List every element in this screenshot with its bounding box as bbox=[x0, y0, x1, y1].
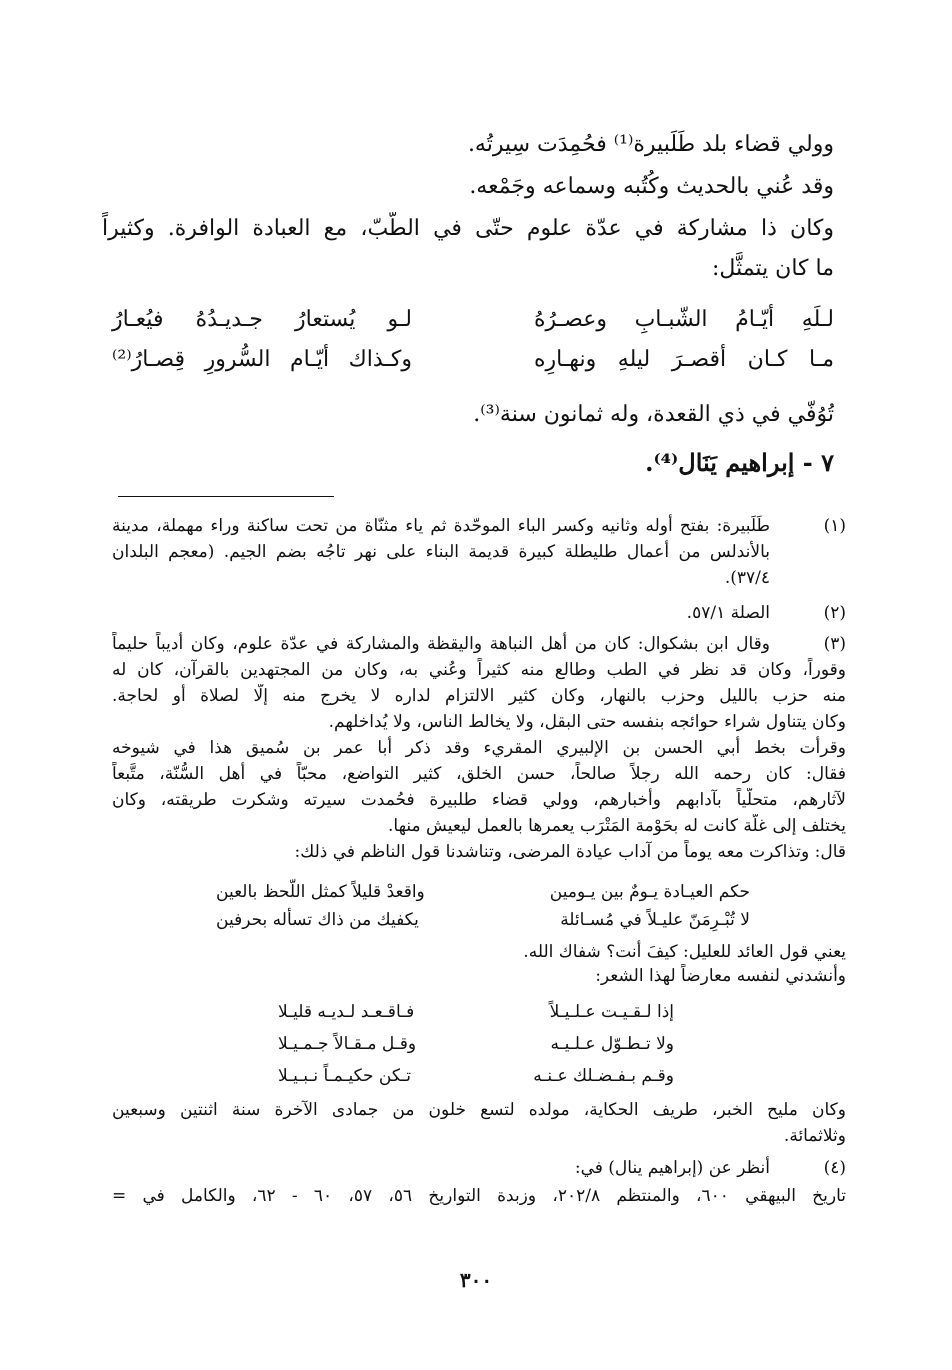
footnote-number: (٤) bbox=[823, 1158, 846, 1178]
body-line: ما كان يتمثَّل: bbox=[712, 256, 834, 281]
death-note: تُوُفّي في ذي القعدة، وله ثمانون سنة⁽³⁾. bbox=[473, 402, 834, 427]
footnote-verse-second: تـكن حكيـمـاً نـبـيـلا bbox=[278, 1066, 411, 1086]
footnote-verse-first: ولا تـطـوّل عـلـيـه bbox=[550, 1034, 674, 1054]
verse-hemistich-second: لـو يُستعارُ جـديـدُهُ فيُعـارُ bbox=[112, 307, 412, 332]
footnote-number: (١) bbox=[823, 516, 846, 536]
footnote-line: تاريخ البيهقي ٦٠٠، والمنتظم ٢٠٢/٨، وزبدة التواريخ ٥٦، ٥٧، ٦٠ - ٦٢، والكامل في = bbox=[112, 1186, 846, 1206]
footnote-line: طَلَبيرة: بفتح أوله وثانيه وكسر الباء الموحّدة ثم ياء مثنّاة من تحت ساكنة وراء مهملة، مدينة bbox=[112, 516, 770, 536]
footnote-line: الصلة ٥٧/١. bbox=[686, 603, 770, 623]
footnote-line: وثلاثمائة. bbox=[783, 1126, 846, 1146]
footnote-number: (٢) bbox=[823, 603, 846, 623]
body-line: وولي قضاء بلد طَلَبيرة⁽¹⁾ فحُمِدَت سِيرتُه. bbox=[467, 132, 834, 157]
page-number: ٣٠٠ bbox=[459, 1268, 493, 1292]
verse-hemistich-first: لـلَهِ أيّـامُ الشّبـابِ وعصـرُهُ bbox=[534, 307, 834, 332]
footnote-line: أنظر عن (إبراهيم ينال) في: bbox=[574, 1158, 770, 1178]
footnote-line: منه حزب بالليل وحزب بالنهار، وكان كثير الالتزام لداره لا يخرج منه إلّا لصلاة أو لحاجة. bbox=[112, 686, 846, 706]
footnote-line: وقرأت بخط أبي الحسن بن الإلبيري المقريء وقد ذكر أبا عمر بن سُميق هذا في شيوخه bbox=[112, 738, 846, 758]
footnote-verse-second: فـاقـعـد لـديـه قليـلا bbox=[278, 1002, 415, 1022]
footnote-verse-second: واقعدْ قليلاً كمثل اللّحظ بالعين bbox=[216, 882, 425, 902]
poem-verse bbox=[112, 302, 834, 338]
footnote-separator bbox=[118, 496, 334, 497]
footnote-line: وأنشدني لنفسه معارضاً لهذا الشعر: bbox=[595, 966, 846, 986]
footnote-line: وكان مليح الخبر، طريف الحكاية، مولده لتسع خلون من جمادى الآخرة سنة اثنتين وسبعين bbox=[112, 1100, 846, 1120]
body-line: وكان ذا مشاركة في عدّة علوم حتّى في الطّبّ، مع العبادة الوافرة. وكثيراً bbox=[102, 216, 834, 241]
entry-heading: ٧ - إبراهيم يَنَال⁽⁴⁾. bbox=[645, 448, 834, 477]
footnote-line: يختلف إلى غلّة كانت له بحَوْمة المَتْرَب يعمرها بالعمل ليعيش منها. bbox=[388, 816, 846, 836]
footnote-verse-first: لا تُبْـرِمَنّ عليـلاً في مُسـائلة bbox=[560, 910, 750, 930]
footnote-line: وكان يتناول شراء حوائجه بنفسه حتى البقل، ولا يخالط الناس، ولا يُداخلهم. bbox=[328, 712, 846, 732]
footnote-line: وقال ابن بشكوال: كان من أهل النباهة واليقظة والمشاركة في عدّة علوم، وكان أديباً حليماً bbox=[112, 634, 770, 654]
footnote-number: (٣) bbox=[823, 634, 846, 654]
footnote-line: يعني قول العائد للعليل: كيفَ أنت؟ شفاك الله. bbox=[523, 942, 846, 962]
footnote-line: لآثارهم، متحلّياً بآدابهم وأخبارهم، وولي قضاء طلبيرة فحُمدت سيرته وشكرت طريقته، وكان bbox=[112, 790, 846, 810]
poem-verse bbox=[112, 342, 834, 378]
footnote-line: وقوراً، وكان قد نظر في الطب وطالع منه كثيراً وعُني به، وكان من المجتهدين بالقرآن، كان له bbox=[112, 660, 846, 680]
footnote-verse-first: وقـم بـفـضـلك عـنـه bbox=[533, 1066, 674, 1086]
footnote-line: فقال: كان رحمه الله رجلاً صالحاً، حسن الخلق، كثير التواضع، محبّاً في أهل السُّنّة، متَّبعاً bbox=[112, 764, 846, 784]
footnote-line: بالأندلس من أعمال طليطلة كبيرة قديمة البناء على نهر تاجُه بضم الجيم. (معجم البلدان bbox=[112, 542, 770, 562]
footnote-line: قال: وتذاكرت معه يوماً من آداب عيادة المرضى، وتناشدنا قول الناظم في ذلك: bbox=[294, 842, 846, 862]
footnote-verse-first: حكم العيـادة يـومٌ بين يـومين bbox=[549, 882, 750, 902]
body-line: وقد عُني بالحديث وكُتُبه وسماعه وجَمْعه. bbox=[469, 174, 834, 199]
footnote-verse-first: إذا لـقـيـت عـلـيـلاً bbox=[549, 1002, 674, 1022]
footnote-line: ٣٧/٤). bbox=[724, 568, 770, 588]
verse-hemistich-first: مـا كـان أقصـرَ ليلهِ ونهـارِه bbox=[534, 347, 834, 372]
verse-hemistich-second: وكـذاك أيّـام السُّرورِ قِصـارُ⁽²⁾ bbox=[112, 347, 412, 372]
footnote-verse-second: وقـل مـقـالاً جـمـيـلا bbox=[278, 1034, 417, 1054]
footnote-verse-second: يكفيك من ذاك تسأله بحرفين bbox=[216, 910, 419, 930]
